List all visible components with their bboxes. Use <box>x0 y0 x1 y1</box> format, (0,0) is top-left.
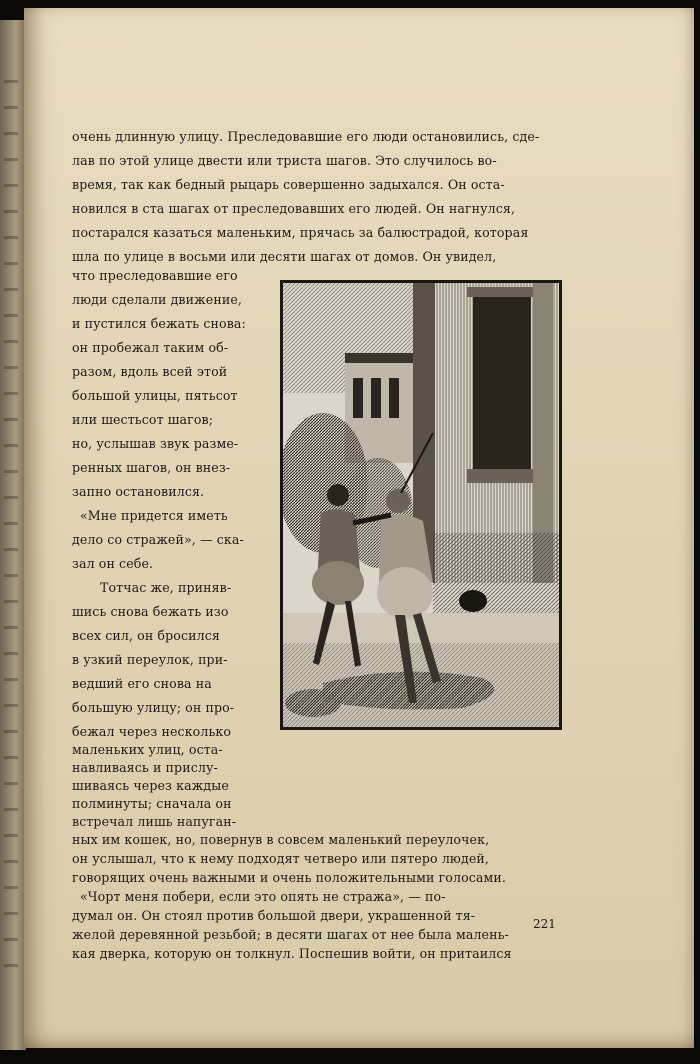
text-line: маленьких улиц, оста- <box>72 742 223 757</box>
text-line: бежал через несколько <box>72 724 232 739</box>
text-line: время, так как бедный рыцарь совершенно задыхался. Он оста- <box>72 177 505 192</box>
text-line: ведший его снова на <box>72 676 212 691</box>
text-line: или шестьсот шагов; <box>72 412 214 427</box>
text-line: Тотчас же, приняв- <box>100 580 232 595</box>
text-line: «Чорт меня побери, если это опять не стража», — по- <box>80 889 446 904</box>
previous-page-edge <box>0 20 26 1050</box>
text-line: говорящих очень важными и очень положительными голосами. <box>72 870 507 885</box>
text-line: дело со стражей», — ска- <box>72 532 244 547</box>
text-line: думал он. Он стоял против большой двери, украшенной тя- <box>72 908 476 923</box>
previous-page-text-fragments <box>4 80 18 980</box>
text-line: большую улицу; он про- <box>72 700 235 715</box>
text-line: очень длинную улицу. Преследовавшие его люди остановились, сде- <box>72 129 540 144</box>
text-line: и пустился бежать снова: <box>72 316 246 331</box>
text-line: зал он себе. <box>72 556 154 571</box>
text-line: ных им кошек, но, повернув в совсем маленький переулочек, <box>72 832 490 847</box>
text-line: встречал лишь напуган- <box>72 814 237 829</box>
text-line: новился в ста шагах от преследовавших его людей. Он нагнулся, <box>72 201 516 216</box>
engraving-drawing <box>283 283 559 727</box>
text-line: навливаясь и прислу- <box>72 760 218 775</box>
text-line: лав по этой улице двести или триста шагов. Это случилось во- <box>72 153 497 168</box>
text-line: что преследовавшие его <box>72 268 238 283</box>
text-line: шиваясь через каждые <box>72 778 229 793</box>
text-line: всех сил, он бросился <box>72 628 220 643</box>
text-line: разом, вдоль всей этой <box>72 364 228 379</box>
text-line: шись снова бежать изо <box>72 604 229 619</box>
text-line: полминуты; сначала он <box>72 796 232 811</box>
text-line: желой деревянной резьбой; в десяти шагах от нее была малень- <box>72 927 509 942</box>
text-line: постарался казаться маленьким, прячась за балюстрадой, которая <box>72 225 529 240</box>
page-number: 221 <box>533 917 556 931</box>
text-line: ренных шагов, он внез- <box>72 460 231 475</box>
text-line: запно остановился. <box>72 484 205 499</box>
text-line: в узкий переулок, при- <box>72 652 228 667</box>
text-line: люди сделали движение, <box>72 292 243 307</box>
text-line: но, услышав звук разме- <box>72 436 239 451</box>
text-line: кая дверка, которую он толкнул. Поспешив войти, он притаился <box>72 946 512 961</box>
engraving-illustration <box>280 280 562 730</box>
text-line: большой улицы, пятьсот <box>72 388 238 403</box>
text-line: «Мне придется иметь <box>80 508 228 523</box>
text-line: он пробежал таким об- <box>72 340 229 355</box>
text-line: он услышал, что к нему подходят четверо или пятеро людей, <box>72 851 489 866</box>
text-line: шла по улице в восьми или десяти шагах от домов. Он увидел, <box>72 249 497 264</box>
